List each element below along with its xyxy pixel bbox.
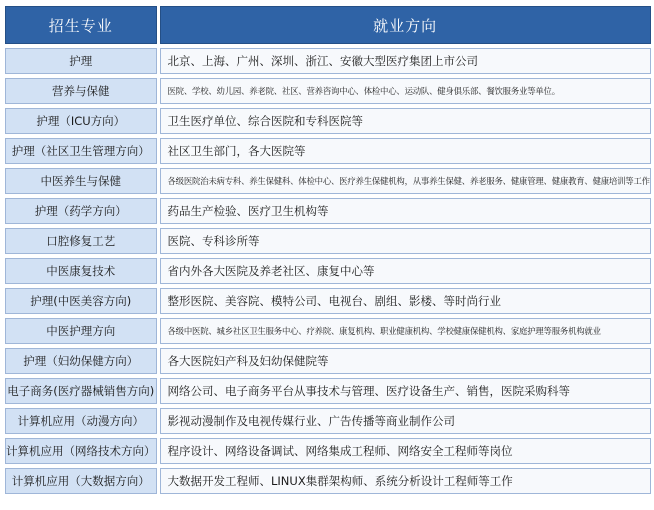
employment-cell: 医院、专科诊所等 xyxy=(160,228,651,254)
major-cell: 计算机应用（网络技术方向） xyxy=(5,438,157,464)
table-row xyxy=(5,378,651,404)
table-row xyxy=(5,348,651,374)
employment-cell: 各级医院治未病专科、养生保健科、体检中心、医疗养生保健机构，从事养生保健、养老服务、健康管理、健康教育、健康培训等工作 xyxy=(160,168,651,194)
major-cell: 口腔修复工艺 xyxy=(5,228,157,254)
major-cell: 电子商务(医疗器械销售方向) xyxy=(5,378,157,404)
employment-cell: 影视动漫制作及电视传媒行业、广告传播等商业制作公司 xyxy=(160,408,651,434)
majors-employment-table xyxy=(2,2,654,498)
table-row xyxy=(5,258,651,284)
table-row xyxy=(5,438,651,464)
table-row xyxy=(5,288,651,314)
major-cell: 护理 xyxy=(5,48,157,74)
table-row xyxy=(5,78,651,104)
employment-cell: 省内外各大医院及养老社区、康复中心等 xyxy=(160,258,651,284)
employment-cell: 程序设计、网络设备调试、网络集成工程师、网络安全工程师等岗位 xyxy=(160,438,651,464)
major-cell: 护理（社区卫生管理方向） xyxy=(5,138,157,164)
table-header-row xyxy=(5,6,651,44)
table-row xyxy=(5,408,651,434)
table-row xyxy=(5,468,651,494)
employment-cell: 医院、学校、幼儿园、养老院、社区、营养咨询中心、体检中心、运动队、健身俱乐部、餐饮服务业等单位。 xyxy=(160,78,651,104)
table-row xyxy=(5,138,651,164)
employment-cell: 药品生产检验、医疗卫生机构等 xyxy=(160,198,651,224)
major-cell: 营养与保健 xyxy=(5,78,157,104)
major-cell: 护理(中医美容方向) xyxy=(5,288,157,314)
major-cell: 中医康复技术 xyxy=(5,258,157,284)
table-row xyxy=(5,168,651,194)
major-cell: 护理（妇幼保健方向） xyxy=(5,348,157,374)
employment-cell: 网络公司、电子商务平台从事技术与管理、医疗设备生产、销售，医院采购科等 xyxy=(160,378,651,404)
header-employment-direction: 就业方向 xyxy=(160,6,651,44)
employment-cell: 卫生医疗单位、综合医院和专科医院等 xyxy=(160,108,651,134)
major-cell: 护理（ICU方向） xyxy=(5,108,157,134)
table-row xyxy=(5,48,651,74)
employment-cell: 各大医院妇产科及妇幼保健院等 xyxy=(160,348,651,374)
table-row xyxy=(5,108,651,134)
table-row xyxy=(5,198,651,224)
major-cell: 计算机应用（大数据方向） xyxy=(5,468,157,494)
employment-cell: 整形医院、美容院、模特公司、电视台、剧组、影楼、等时尚行业 xyxy=(160,288,651,314)
employment-cell: 各级中医院、城乡社区卫生服务中心、疗养院、康复机构、职业健康机构、学校健康保健机构、家庭护理等服务机构就业 xyxy=(160,318,651,344)
major-cell: 中医护理方向 xyxy=(5,318,157,344)
employment-cell: 大数据开发工程师、LINUX集群架构师、系统分析设计工程师等工作 xyxy=(160,468,651,494)
employment-cell: 社区卫生部门，各大医院等 xyxy=(160,138,651,164)
major-cell: 护理（药学方向） xyxy=(5,198,157,224)
table-row xyxy=(5,228,651,254)
table-row xyxy=(5,318,651,344)
major-cell: 中医养生与保健 xyxy=(5,168,157,194)
header-major: 招生专业 xyxy=(5,6,157,44)
employment-cell: 北京、上海、广州、深圳、浙江、安徽大型医疗集团上市公司 xyxy=(160,48,651,74)
major-cell: 计算机应用（动漫方向） xyxy=(5,408,157,434)
